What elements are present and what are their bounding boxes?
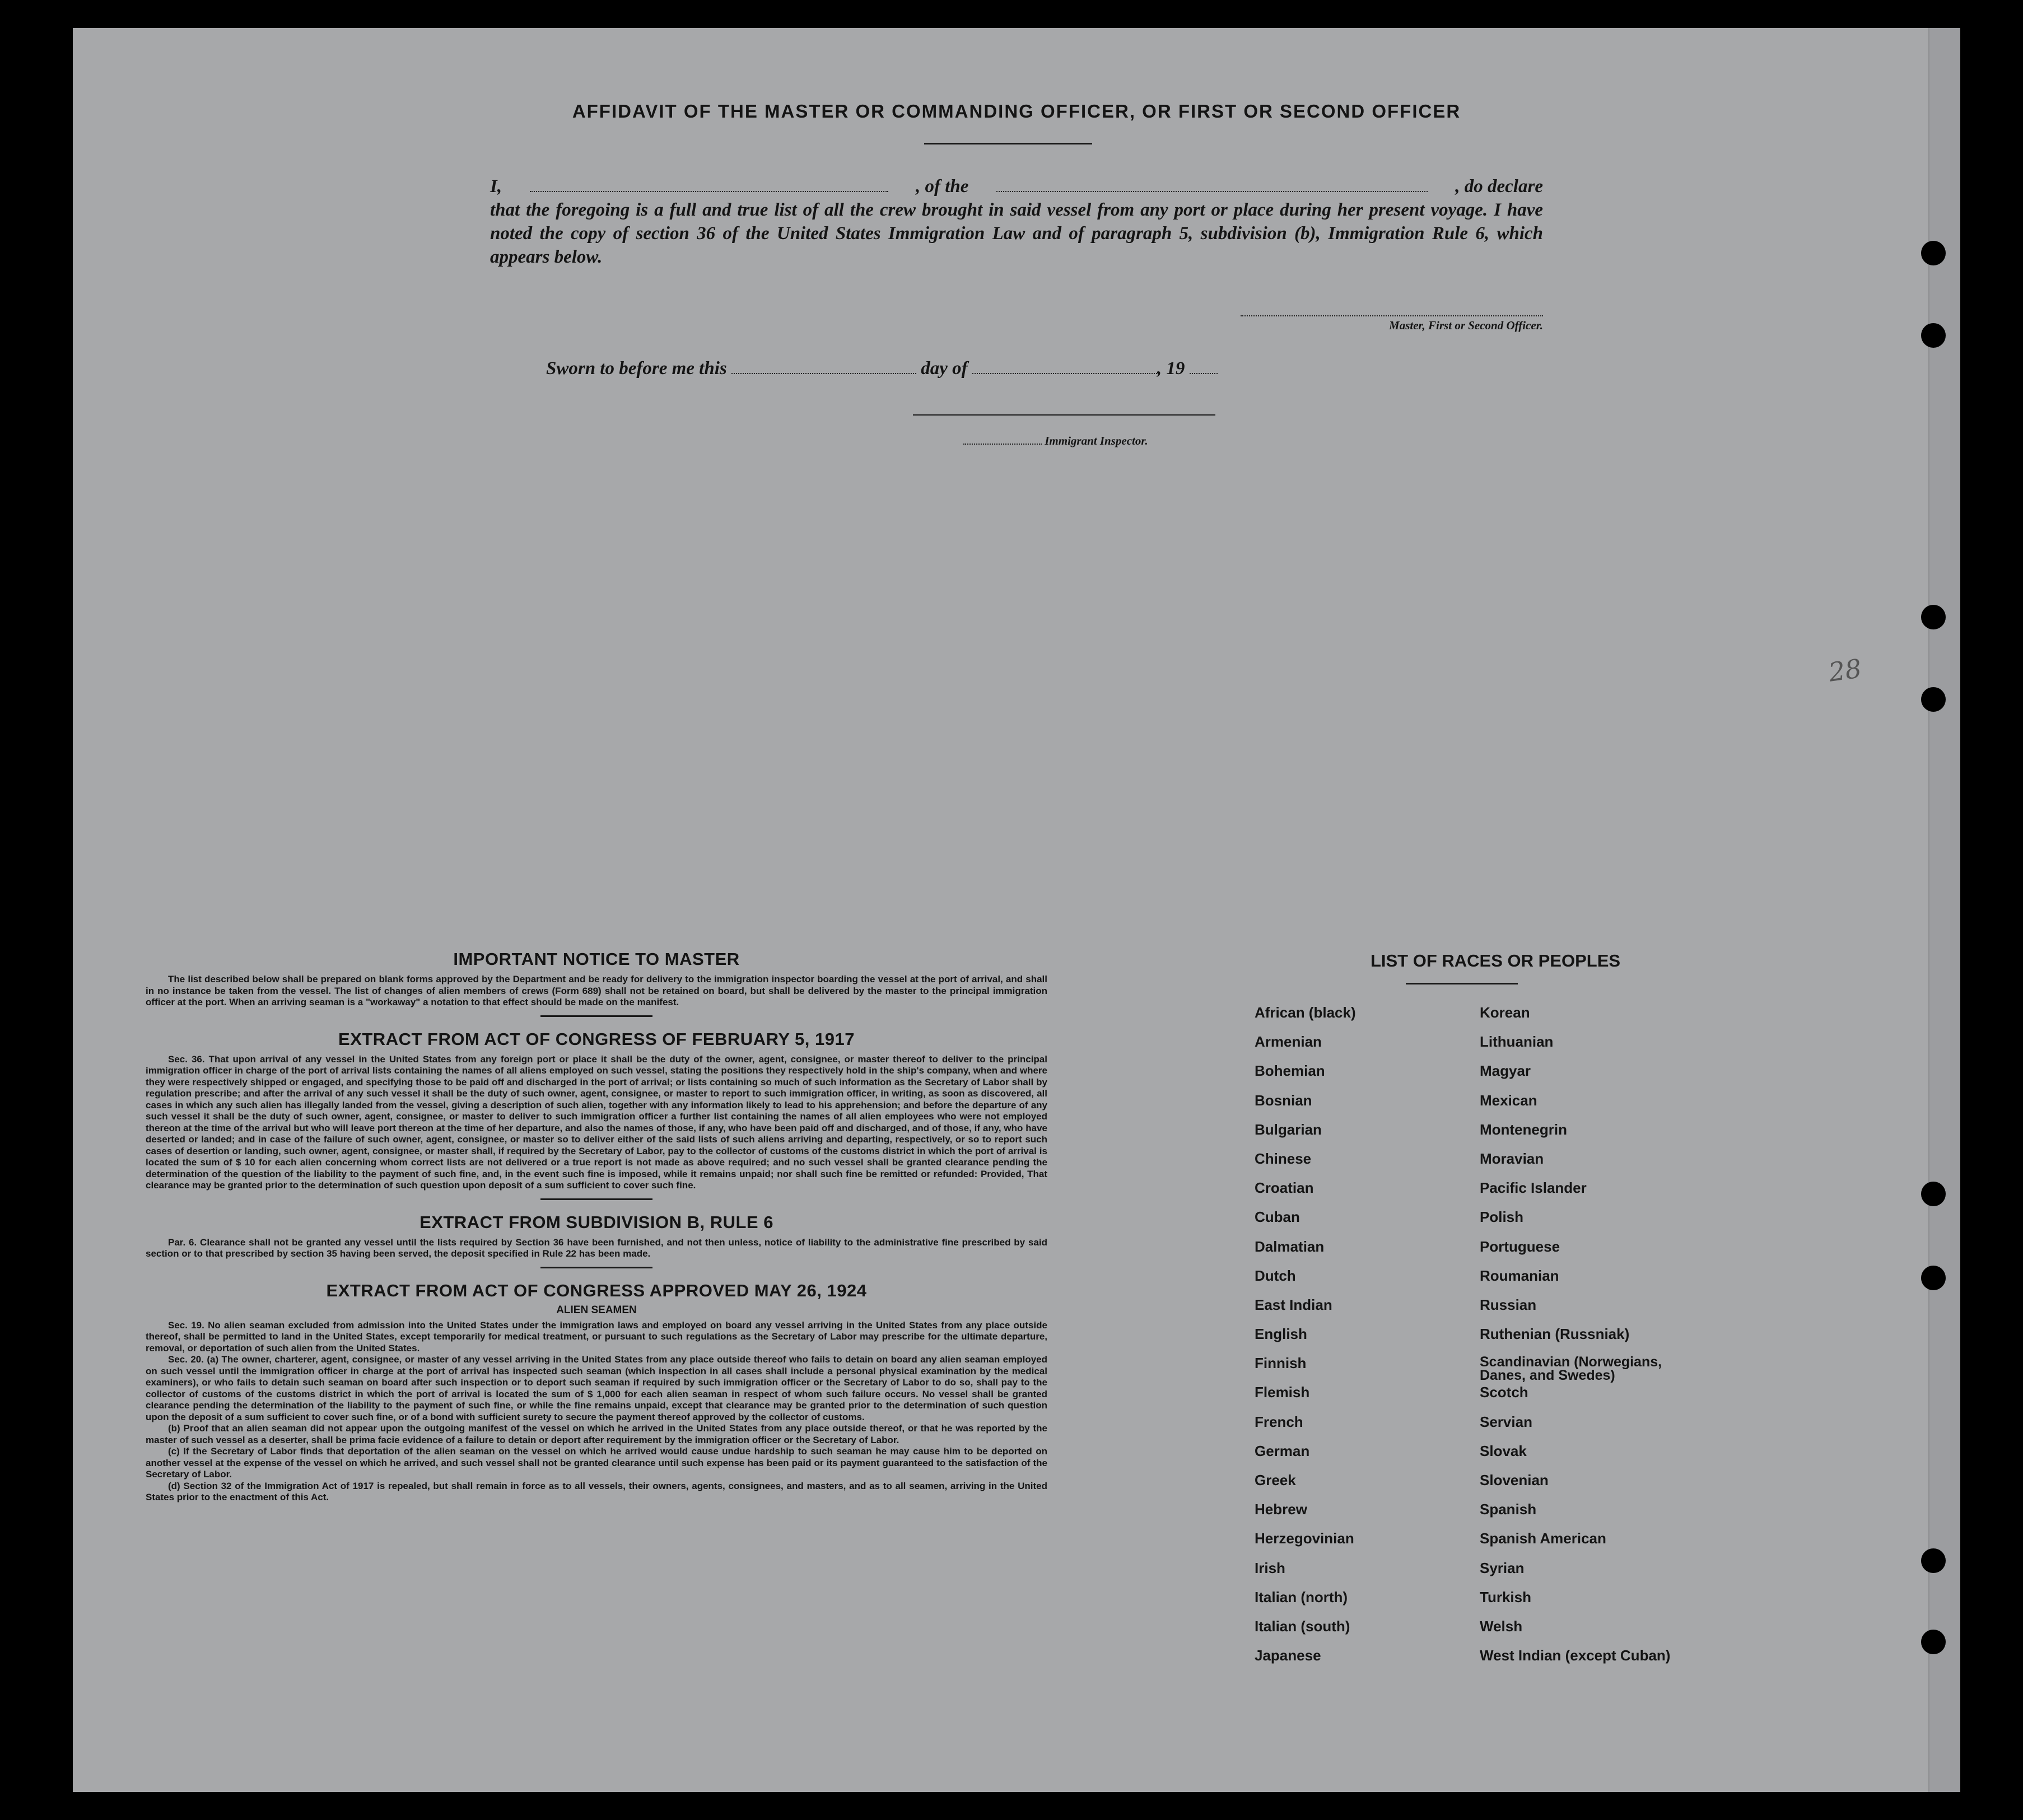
extract-1924-paragraph: (d) Section 32 of the Immigration Act of 1917 is repealed, but shall remain in force as to all vessels, their owners, agents, consignees, and masters, and as to all seamen, arriving in the United States prior to the enactment of this Act. xyxy=(146,1480,1047,1502)
extract-rule6-text: Par. 6. Clearance shall not be granted any vessel until the lists required by Section 36 have been furnished, and not then unless, notice of liability to the administrative fine prescribed by said section or to that prescribed by section 35 having been served, the deposit specified in Rule 22 has been made. xyxy=(146,1236,1047,1259)
punch-hole xyxy=(1921,605,1946,629)
extract-1924-paragraph: Sec. 20. (a) The owner, charterer, agent, consignee, or master of any vessel arriving in the United States from any place outside thereof who fails to detain on board any alien seaman employed on such vessel until the immigration officer in charge at the port of arrival has inspected such seaman (which inspection in all cases shall include a personal physical examination by the medical examiners), or who fails to detain such seaman on board after such inspection or to deport such seaman if required by such immigration officer or the Secretary of Labor to do so, shall pay to the collector of customs of the customs district in which the port of arrival is located the sum of $ 1,000 for each alien seaman in respect of whom such failure occurs. No vessel shall be granted clearance pending the determination of the liability to the payment of such fine, or while the fine remains unpaid, except that clearance may be granted prior to the determination of such question upon the deposit of a sum sufficient to cover such fine, or of a bond with sufficient surety to secure the payment thereof approved by the collector of customs. xyxy=(146,1354,1047,1422)
race-item: Pacific Islander xyxy=(1480,1179,1587,1197)
race-item: Korean xyxy=(1480,1004,1530,1021)
master-signature xyxy=(1241,311,1543,333)
race-item: Welsh xyxy=(1480,1617,1523,1635)
race-item: Dalmatian xyxy=(1255,1238,1325,1255)
race-item: East Indian xyxy=(1255,1296,1332,1313)
race-item: Bosnian xyxy=(1255,1091,1312,1109)
race-item: Roumanian xyxy=(1480,1267,1559,1284)
race-item: Croatian xyxy=(1255,1179,1314,1197)
race-item: French xyxy=(1255,1413,1303,1430)
sworn-month-blank[interactable] xyxy=(972,368,1157,374)
race-item: Italian (north) xyxy=(1255,1588,1348,1606)
punch-hole xyxy=(1921,1266,1946,1290)
do-declare-label: , do declare xyxy=(1455,176,1543,197)
races-title-underline xyxy=(1406,983,1518,984)
race-item: Lithuanian xyxy=(1480,1033,1554,1051)
extract-1924-subtitle: ALIEN SEAMEN xyxy=(556,1304,637,1316)
vessel-blank[interactable] xyxy=(996,186,1428,192)
punch-hole xyxy=(1921,1182,1946,1206)
race-item: Herzegovinian xyxy=(1255,1530,1354,1547)
master-signature-line[interactable] xyxy=(1241,311,1543,316)
punch-hole xyxy=(1921,1548,1946,1573)
race-item: Magyar xyxy=(1480,1062,1531,1080)
race-item: Montenegrin xyxy=(1480,1121,1567,1138)
notice-text: The list described below shall be prepared on blank forms approved by the Department and be ready for delivery to the immigration inspector boarding the vessel at the port of arrival, and shall in no instance be taken from the vessel. The list of changes of alien members of crews (Form 689) shall not be retained on board, but shall be delivered by the master to the principal immigration officer at the port. When an arriving seaman is a "workaway" a notation to that effect should be made on the manifest. xyxy=(146,974,1047,1007)
title-underline xyxy=(924,143,1092,144)
extract-rule6-title: EXTRACT FROM SUBDIVISION B, RULE 6 xyxy=(419,1212,773,1232)
affidavit-title: AFFIDAVIT OF THE MASTER OR COMMANDING OFFICER, OR FIRST OR SECOND OFFICER xyxy=(572,101,1461,122)
affidavit-line-1 xyxy=(490,175,1543,198)
race-item: Syrian xyxy=(1480,1559,1525,1576)
race-item: Spanish xyxy=(1480,1501,1537,1518)
form-page xyxy=(73,28,1960,1792)
race-item: West Indian (except Cuban) xyxy=(1480,1647,1671,1664)
race-item: English xyxy=(1255,1326,1307,1343)
extract-1924-paragraph: (c) If the Secretary of Labor finds that deportation of the alien seaman on the vessel on which he arrived would cause undue hardship to such seaman he may cause him to be deported on another vessel at the expense of the vessel on which he arrived, and such vessel shall not be granted clearance until such expense has been paid or its payment guaranteed to the satisfaction of the Secretary of Labor. xyxy=(146,1446,1047,1480)
race-item: Bulgarian xyxy=(1255,1121,1322,1138)
races-title: LIST OF RACES OR PEOPLES xyxy=(1370,951,1621,970)
race-item: Flemish xyxy=(1255,1384,1310,1401)
sworn-day-blank[interactable] xyxy=(731,368,916,374)
race-item: Slovak xyxy=(1480,1442,1527,1459)
margin-note: 28 xyxy=(1826,653,1864,688)
race-item: Portuguese xyxy=(1480,1238,1560,1255)
race-item: Chinese xyxy=(1255,1150,1312,1167)
inspector-caption xyxy=(963,434,1148,448)
section-divider xyxy=(540,1267,652,1268)
i-label: I, xyxy=(490,176,502,197)
race-item: Scandinavian (Norwegians, Danes, and Swedes) xyxy=(1480,1354,1662,1384)
day-of-label: day of xyxy=(921,358,968,379)
race-item: African (black) xyxy=(1255,1004,1356,1021)
punch-hole xyxy=(1921,323,1946,348)
race-item: Polish xyxy=(1480,1208,1524,1226)
extract-1924-title: EXTRACT FROM ACT OF CONGRESS APPROVED MAY 26, 1924 xyxy=(326,1280,867,1300)
of-the-label: , of the xyxy=(915,176,969,197)
race-item: Spanish American xyxy=(1480,1530,1606,1547)
section-divider xyxy=(540,1198,652,1200)
page-edge-strip xyxy=(1928,28,1960,1792)
race-item: German xyxy=(1255,1442,1310,1459)
extract-1924-paragraph: Sec. 19. No alien seaman excluded from admission into the United States under the immigration laws and employed on board any vessel arriving in the United States from any place outside thereof, shall be permitted to land in the United States, except temporarily for medical treatment, or pursuant to such regulations as the Secretary of Labor may prescribe for the ultimate departure, removal, or deportation of such alien from the United States. xyxy=(146,1319,1047,1354)
notice-title: IMPORTANT NOTICE TO MASTER xyxy=(453,949,740,969)
inspector-blank[interactable] xyxy=(963,439,1042,445)
affidavit-declaration-text: that the foregoing is a full and true list of all the crew brought in said vessel from any port or place during her present voyage. I have noted the copy of section 36 of the United States Immigration Law and of paragraph 5, subdivision (b), Immigration Rule 6, which appears below. xyxy=(490,200,1543,267)
race-item: Irish xyxy=(1255,1559,1285,1576)
extract-1917-title: EXTRACT FROM ACT OF CONGRESS OF FEBRUARY 5, 1917 xyxy=(338,1029,855,1049)
race-item: Dutch xyxy=(1255,1267,1296,1284)
race-item: Japanese xyxy=(1255,1647,1321,1664)
punch-hole xyxy=(1921,687,1946,712)
extract-1917-text: Sec. 36. That upon arrival of any vessel in the United States from any foreign port or place it shall be the duty of the owner, agent, consignee, or master thereof to deliver to the principal immigration officer in charge of the port of arrival lists containing the names of all aliens employed on such vessel, stating the positions they respectively hold in the ship's company, when and where they were respectively shipped or engaged, and specifying those to be paid off and discharged in the port of arrival; or lists containing so much of such information as the Secretary of Labor shall by regulation prescribe; and after the arrival of any such vessel it shall be the duty of such owner, agent, consignee, or master to report to such immigration officer, in writing, as soon as discovered, all cases in which any such alien has illegally landed from the vessel, giving a description of such alien, together with any information likely to lead to his apprehension; and before the departure of any such vessel it shall be the duty of such owner, agent, consignee, or master to deliver to such immigration officer a further list containing the names of all alien employees who were not employed thereon at the time of the arrival but who will leave port thereon at the time of her departure, and also the names of those, if any, who have been paid off and discharged, and of those, if any, who have deserted or landed; and in case of the failure of such owner, agent, consignee, or master so to deliver either of the said lists of such aliens arriving and departing, respectively, or so to report such cases of desertion or landing, such owner, agent, consignee, or master shall, if required by the Secretary of Labor, pay to the collector of customs of the customs district in which the port of arrival is located the sum of $ 10 for each alien concerning whom correct lists are not delivered or a true report is not made as above required; and no such vessel shall be granted clearance pending the determination of the question of the liability to the payment of such fine, and, in the event such fine is imposed, while it remains unpaid; nor shall such fine be remitted or refunded: Provided, That clearance may be granted prior to the determination of such question upon deposit of a sum sufficient to cover such fine. xyxy=(146,1053,1047,1191)
race-item: Hebrew xyxy=(1255,1501,1307,1518)
inspector-signature-line[interactable] xyxy=(913,414,1215,416)
master-signature-caption: Master, First or Second Officer. xyxy=(1389,319,1543,332)
race-item: Cuban xyxy=(1255,1208,1300,1226)
race-item: Italian (south) xyxy=(1255,1617,1350,1635)
race-item: Greek xyxy=(1255,1472,1296,1488)
sworn-line xyxy=(546,358,1218,379)
races-list-right xyxy=(1480,1005,1726,1677)
section-divider xyxy=(540,1015,652,1017)
affidavit-body xyxy=(490,175,1543,269)
race-item: Russian xyxy=(1480,1296,1537,1313)
sworn-year-blank[interactable] xyxy=(1190,368,1218,374)
punch-hole xyxy=(1921,1630,1946,1654)
inspector-caption-text: Immigrant Inspector. xyxy=(1045,434,1148,447)
race-item: Mexican xyxy=(1480,1091,1537,1109)
sworn-label: Sworn to before me this xyxy=(546,358,727,379)
race-item: Finnish xyxy=(1255,1355,1307,1372)
race-item: Moravian xyxy=(1480,1150,1544,1167)
race-item: Bohemian xyxy=(1255,1062,1325,1080)
name-blank[interactable] xyxy=(530,186,888,192)
race-item: Ruthenian (Russniak) xyxy=(1480,1326,1630,1343)
punch-hole xyxy=(1921,241,1946,265)
notices-column xyxy=(146,949,1047,1504)
race-item: Servian xyxy=(1480,1413,1532,1430)
race-item: Scotch xyxy=(1480,1384,1528,1401)
race-item: Armenian xyxy=(1255,1033,1322,1051)
race-item: Slovenian xyxy=(1480,1472,1549,1488)
races-list-left xyxy=(1255,1005,1456,1677)
race-item: Turkish xyxy=(1480,1588,1531,1606)
extract-1924-paragraph: (b) Proof that an alien seaman did not appear upon the outgoing manifest of the vessel on which he arrived in the United States from any place outside thereof, or that he was reported by the master of such vessel as a deserter, shall be prima facie evidence of a failure to detain or deport after requirement by the immigration officer or the Secretary of Labor. xyxy=(146,1423,1047,1445)
year-prefix: , 19 xyxy=(1157,358,1185,379)
